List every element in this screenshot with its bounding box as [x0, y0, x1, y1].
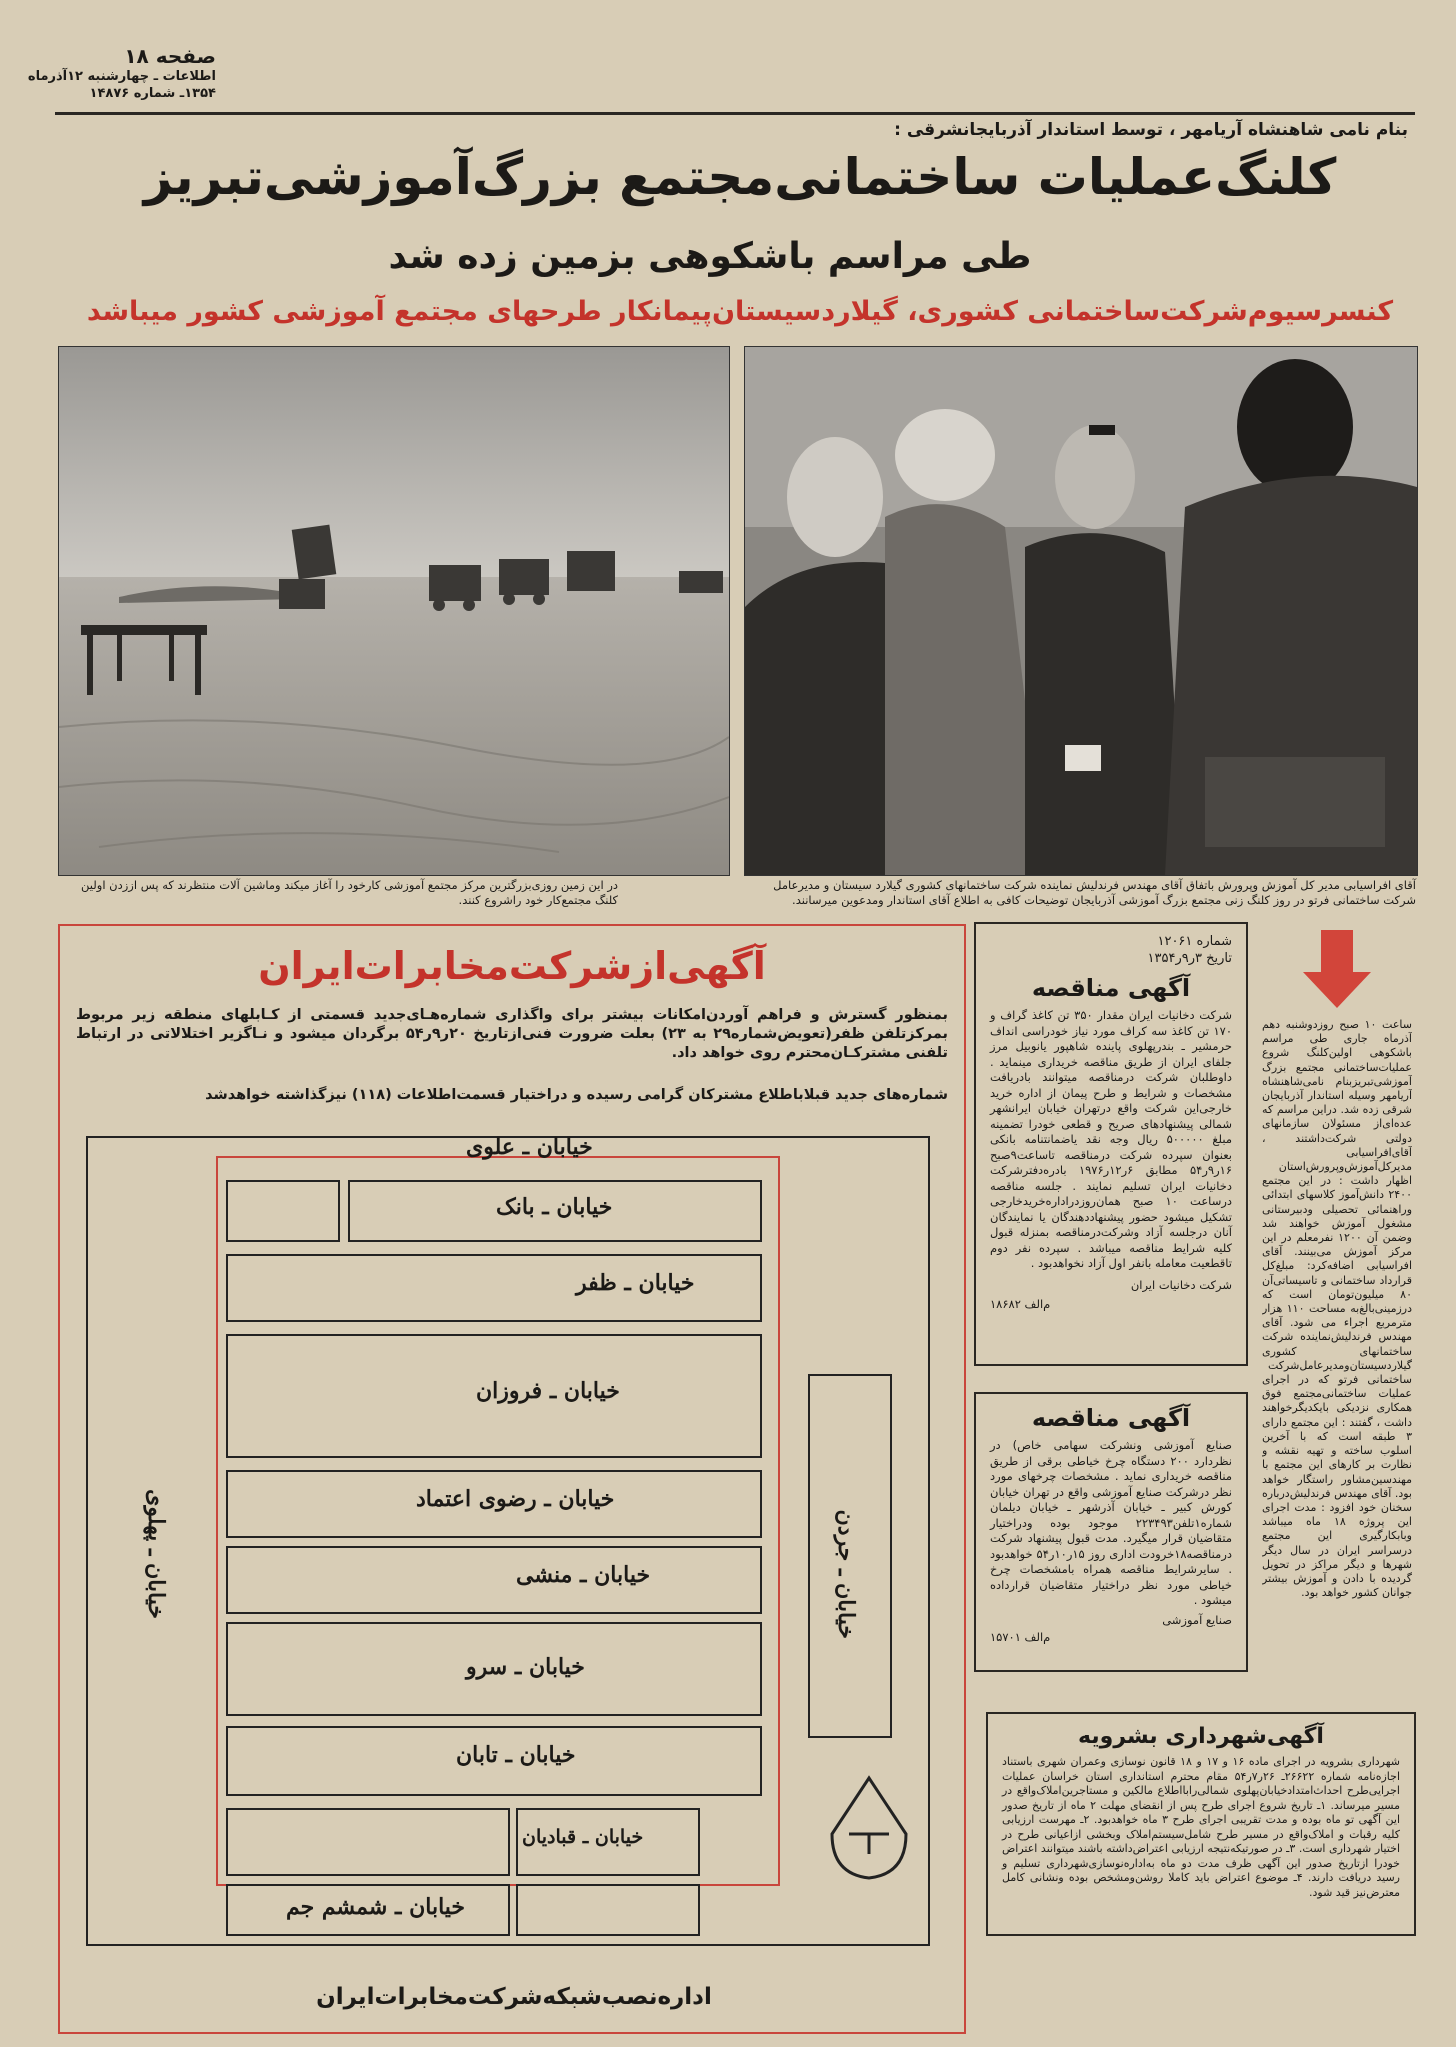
top-rule	[55, 112, 1415, 115]
municipality-ad	[986, 1712, 1416, 1936]
caption-officials: آقای افراسیابی مدیر کل آموزش وپرورش باتفاق آقای مهندس فرندلیش نماینده شرکت ساختمانهای کشوری گیلارد سیستان و مدیرعامل شرکت ساختمانی فرتو در روز کلنگ زنی مجتمع بزرگ آموزشی آذربایجان توضیحات کافی به اطلاع آقای استاندار ومدعوین میرسانند.	[773, 878, 1416, 907]
page-number: صفحه ۱۸	[124, 44, 216, 68]
page-header	[16, 44, 216, 102]
telecom-ad-body-2: شماره‌های جدید قبلاباطلاع مشترکان گرامی رسیده و دراختیار قسمت‌اطلاعات (۱۱۸) نیزگذاشته خواهدشد	[205, 1087, 948, 1103]
officials-image	[745, 347, 1417, 875]
article-subhead: طی مراسم باشکوهی بزمین زده شد	[388, 236, 1032, 277]
tender-1-date: تاریخ ۳ر۹ر۱۳۵۴	[1147, 951, 1232, 966]
street-left: خیابان ـ پهلوی	[143, 1489, 169, 1619]
tender-1-sign: شرکت دخانیات ایران	[1130, 1277, 1232, 1292]
municipality-ad-title: آگهی‌شهرداری بشرویه	[1078, 1724, 1324, 1749]
telecom-ad	[58, 924, 966, 2034]
map-row-1	[226, 1180, 340, 1242]
street-top: خیابان ـ علوی	[466, 1134, 593, 1160]
tender-2-title: آگهی مناقصه	[1031, 1404, 1191, 1432]
side-column	[1262, 930, 1412, 1650]
street-row-7: خیابان ـ تابان	[456, 1742, 576, 1768]
street-row-2: خیابان ـ ظفر	[576, 1270, 695, 1296]
street-row-9: خیابان ـ شمشم جم	[286, 1894, 466, 1920]
street-row-6: خیابان ـ سرو	[466, 1654, 585, 1680]
article-headline: کلنگ‌عملیات ساختمانی‌مجتمع بزرگ‌آموزشی‌تبریز	[143, 148, 1337, 206]
tender-ad-1	[974, 922, 1248, 1366]
municipality-ad-body: شهرداری بشرویه در اجرای ماده ۱۶ و ۱۷ و ۱۸ قانون نوسازی وعمران شهری باستناد اجازه‌نامه شماره ۲۶۶۲۲ـ ۲۶ر۷ر۵۴ مقام محترم استانداری استان خراسان عملیات اجرایی‌طرح احداث‌امتدادخیابان‌پهلوی شمالی‌رابا‌اطلاع مالکین و مستاجرین‌املاک‌واقع در مسیر میرساند. ۱ـ تاریخ شروع اجرای طرح پس از انقضای مهلت ۲ ماه از تاریخ صدور این آگهی تو ماه بوده و مدت تقریبی اجرای طرح ۳ ماه خواهدبود. ۲ـ مهرست ارزیابی کلیه رقبات و املاک‌واقع در مسیر طرح شامل‌سیستم‌املاک وبخشی ازاعیانی طرح در اختیار شهرداری است. ۳ـ در صورتیکه‌نتیجه ارزیابی اعتراض‌داشته باشند میتوانند اعتراض خودرا ازتاریخ صدور این آگهی ظرف مدت دو ماه به‌اداره‌نوسازی‌شهرداری تسلیم و رسید دریافت دارند. ۴ـ موضوع اعتراض باید کاملا روشن‌ومشخص بوده ونشانی کامل معترض‌نیز قید شود.	[1002, 1755, 1401, 1899]
street-map	[86, 1136, 948, 1956]
street-row-3: خیابان ـ فروزان	[476, 1378, 620, 1404]
tender-1-body: شرکت دخانیات ایران مقدار ۳۵۰ تن کاغذ گراف و ۱۷۰ تن کاغذ سه کراف مورد نیاز خودراسی انداف حرمشیر ـ بندرپهلوی پاینده شاهپور یانوبیل مرز جلفای ایران از طریق مناقصه خریداری مینماید . داوطلبان شرکت درمناقصه میتوانند بادریافت مشخصات و شرایط و طرح پیمان از اداره خرید خارجی‌این شرکت واقع درتهران خیابان ایرانشهر شمالی پیشنهادهای صریح و قطعی خودرا تضمینه مبلغ ۵۰۰۰۰۰ ریال وجه نقد یاضمانتنامه بانکی بعنوان سپرده شرکت درمناقصه تاساعت۹صبح ۱۶ر۹ر۵۴ مطابق ۶ر۱۲ر۱۹۷۶ بادره‌دفترشرکت دخانیات ایران تسلیم نمایند . جلسه مناقصه درساعت ۱۰ صبح همان‌روزدراداره‌خریدخارجی تشکیل میشود حضور پیشنهاددهندگان یا نمایندگان آنان درجلسه آزاد وشرکت‌درمناقصه بمنزله قبول کلیه شرایط مناقصه میباشد . سپرده نفر دوم تاقطعیت معامله بانفر اول آزاد نخواهدبود .	[990, 1008, 1232, 1270]
telecom-ad-footer: اداره‌نصب‌شبکه‌شرکت‌مخابرات‌ایران	[316, 1984, 712, 2010]
photo-officials	[744, 346, 1418, 876]
map-row-8a	[226, 1808, 510, 1876]
header-issue: ۱۳۵۴ـ شماره ۱۴۸۷۶	[89, 86, 216, 101]
article-kicker: بنام نامی شاهنشاه آریامهر ، توسط استاندار آذربایجانشرقی :	[894, 120, 1408, 140]
tender-2-body: صنایع آموزشی ونشرکت سهامی خاص) در نظردارد ۲۰۰ دستگاه چرخ خیاطی برقی از طریق مناقصه خریداری نماید . مشخصات چرخهای مورد نظر درشرکت صنایع آموزشی واقع در تهران خیابان کورش کبیر ـ خیابان آذرشهر ـ خیابان دیلمان شماره۱تلفن۲۲۳۴۹۳ موجود بوده ودراختیار متقاضیان قرار میگیرد. مدت قبول پیشنهاد شرکت درمناقصه۱۸خرودت اداری روز ۱۵ر۱۰ر۵۴ خواهدبود . سایرشرایط مناقصه همراه بامشخصات چرخ خیاطی مورد نظر دراختیار متقاضیان قرارداده میشود .	[990, 1438, 1232, 1607]
tender-1-title: آگهی مناقصه	[1031, 974, 1191, 1002]
tender-1-ref: م‌الف ۱۸۶۸۲	[990, 1297, 1051, 1311]
street-right: خیابان ـ جردن	[833, 1509, 859, 1639]
tender-1-number: شماره ۱۲۰۶۱	[1157, 934, 1232, 949]
tender-2-ref: م‌الف ۱۵۷۰۱	[990, 1630, 1051, 1644]
caption-construction: در این زمین روزی‌بزرگترین مرکز مجتمع آموزشی کارخود را آغاز میکند وماشین آلات منتظرند که پس اززدن اولین کلنگ مجتمع‌کار خود راشروع کنند.	[81, 878, 618, 907]
construction-site-image	[59, 347, 729, 875]
north-arrow-icon	[824, 1774, 914, 1884]
side-column-text: ساعت ۱۰ صبح روزدوشنبه دهم آذرماه جاری طی مراسم باشکوهی اولین‌کلنگ شروع عملیات‌ساختمانی مجتمع بزرگ آموزشی‌تبریزبنام نامی‌شاهنشاه آریامهر وسیله استاندار آذربایجان شرقی زده شد. دراین مراسم که عده‌ای‌از مسئولان سازمانهای دولتی شرکت‌داشتند ، آقای‌افراسیابی مدیرکل‌آموزش‌وپرورش‌استان اظهار داشت : در این مجتمع ۲۴۰۰ دانش‌آموز کلاسهای ابتدائی وراهنمائی تحصیلی ودبیرستانی مشغول آموزش خواهند شد وضمن آن ۱۲۰۰ نفرمعلم در این مرکز آموزش می‌بینند. آقای افراسیابی اضافه‌کرد: مبلغ‌کل قرارداد ساختمانی و تاسیساتی‌آن ۸۰ میلیون‌تومان است که درزمینی‌بالغ‌به مساحت ۱۱۰ هزار مترمربع اجراء می شود. آقای مهندس فرندلیش‌نماینده شرکت ساختمانهای کشوری گیلاردسیستان‌ومدیرعامل‌شرکت ساختمانی فرتو که در اجرای عملیات ساختمانی‌مجتمع‌ فوق همکاری نزدیکی بایکدیگرخواهند داشت ، گفتند : این مجتمع دارای ۳ طبقه است که با آخرین اسلوب ساخته و تهیه نقشه و نظارت بر کارهای این مجتمع با مهندسین‌مشاور راستگار خواهد بود. آقای مهندس فرندلیش‌درباره سخنان خود افزود : مدت اجرای این پروژه ۱۸ ماه میباشد وبابکارگیری این مجتمع درسراسر ایران در سال دیگر شهرها و دیگر مراکز در تحویل گردیده با دادن و آموزش بیشتر جوانان کشور خواهد بود.	[1262, 1018, 1412, 1600]
street-row-5: خیابان ـ منشی	[516, 1562, 651, 1588]
photo-construction-site	[58, 346, 730, 876]
street-row-1: خیابان ـ بانک	[496, 1194, 613, 1220]
article-subhead-red: کنسرسیوم‌شرکت‌ساختمانی کشوری، گیلاردسیستان‌پیمانکار طرحهای مجتمع آموزشی کشور میباشد	[86, 296, 1394, 327]
tender-ad-2	[974, 1392, 1248, 1672]
map-row-5	[226, 1546, 762, 1614]
red-arrow-icon	[1297, 930, 1377, 1010]
telecom-ad-body: بمنظور گسترش و فراهم آوردن‌امکانات بیشتر برای واگذاری شماره‌هـای‌جدید قسمتی از کـابلهای منطقه زیر مربوط بمرکز‌تلفن ظفر(تعویض‌شماره۲۹ به ۲۳) بعلت ضرورت فنی‌ازتاریخ ۲۰ر۹ر۵۴ برگردان میشود و نـاگزیر اختلالاتی در ارتباط تلفنی مشترکـان‌محترم روی خواهد داد.	[76, 1007, 948, 1061]
street-row-4: خیابان ـ رضوی اعتماد	[416, 1486, 615, 1512]
map-row-9b	[516, 1884, 700, 1936]
header-date: اطلاعات ـ چهارشنبه ۱۲آذرماه	[27, 69, 216, 84]
tender-2-sign: صنایع آموزشی	[1162, 1612, 1232, 1627]
telecom-ad-title: آگهی‌ازشرکت‌مخابرات‌ایران	[258, 944, 766, 988]
street-row-8: خیابان ـ قبادیان	[522, 1826, 644, 1848]
